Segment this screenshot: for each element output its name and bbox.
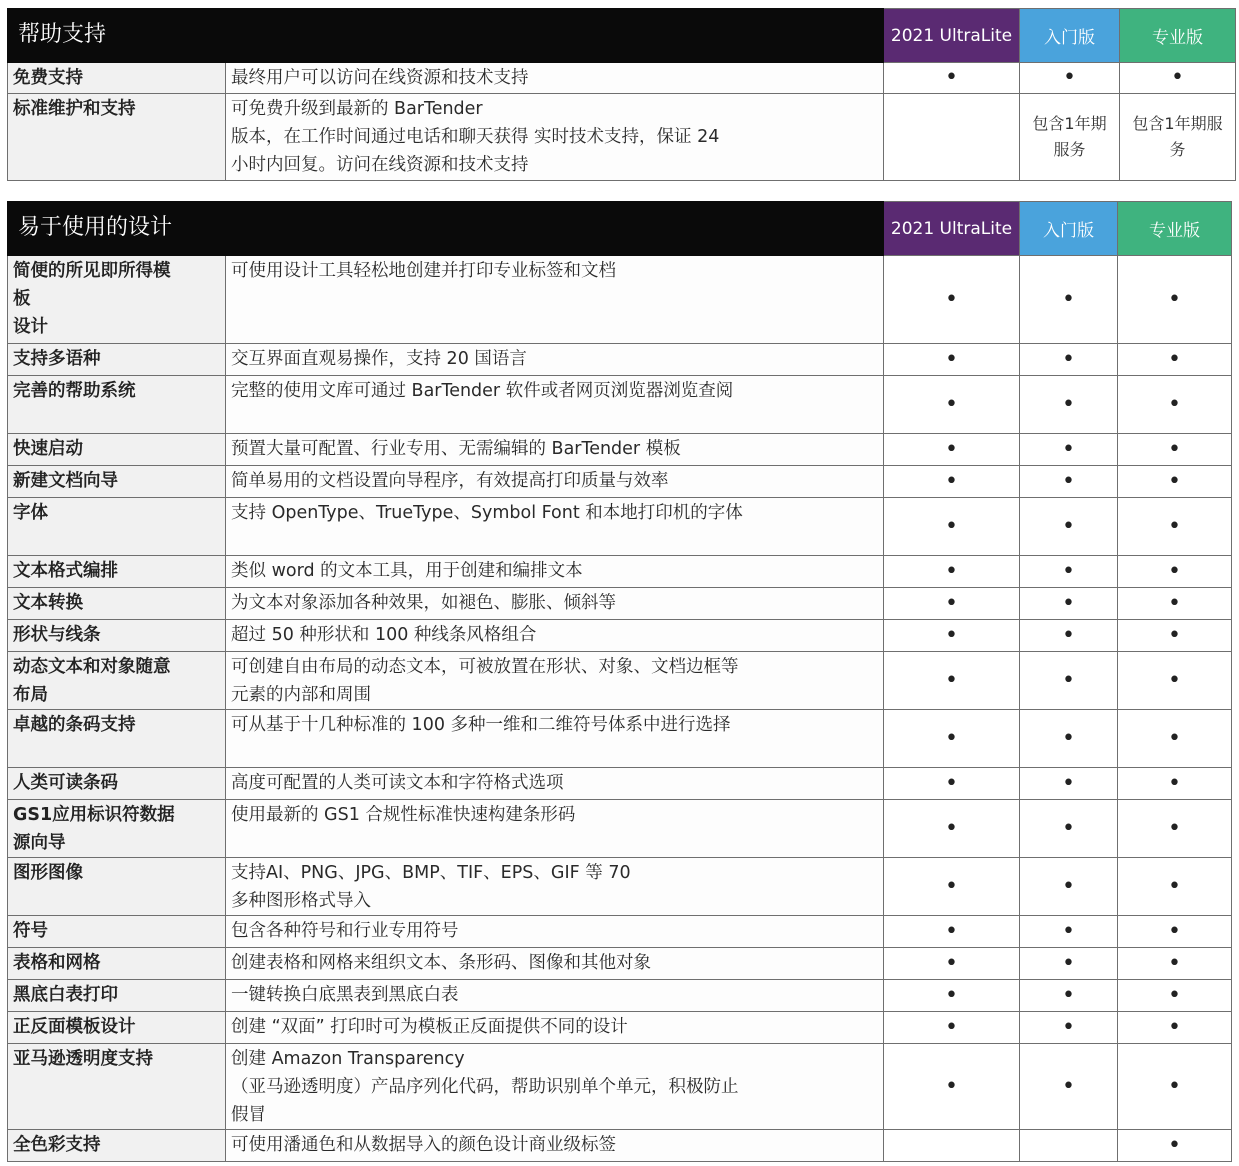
- availability-mark: •: [1118, 800, 1232, 858]
- feature-name: 表格和网格: [8, 948, 226, 980]
- availability-mark: [884, 1130, 1020, 1162]
- table-row: [8, 710, 1232, 768]
- availability-mark: •: [1118, 498, 1232, 556]
- availability-mark: •: [884, 916, 1020, 948]
- feature-description: 最终用户可以访问在线资源和技术支持: [226, 63, 884, 94]
- availability-mark: •: [884, 710, 1020, 768]
- table-row: [8, 620, 1232, 652]
- availability-mark: •: [884, 588, 1020, 620]
- service-note: 包含1年期 服务: [1020, 94, 1120, 181]
- table-row: [8, 1012, 1232, 1044]
- feature-name: 动态文本和对象随意 布局: [8, 652, 226, 710]
- table-row: [8, 94, 1236, 181]
- availability-mark: •: [1118, 376, 1232, 434]
- feature-name: 字体: [8, 498, 226, 556]
- availability-mark: •: [1020, 256, 1118, 344]
- availability-mark: •: [884, 556, 1020, 588]
- feature-description: 一键转换白底黑表到黑底白表: [226, 980, 884, 1012]
- availability-mark: •: [1020, 434, 1118, 466]
- table-row: [8, 588, 1232, 620]
- availability-mark: •: [1118, 256, 1232, 344]
- table-row: [8, 1130, 1232, 1162]
- table-row: [8, 800, 1232, 858]
- section-header-row: [8, 9, 1236, 63]
- table-row: [8, 466, 1232, 498]
- feature-name: 标准维护和支持: [8, 94, 226, 181]
- feature-name: 文本格式编排: [8, 556, 226, 588]
- feature-description: 为文本对象添加各种效果，如褪色、膨胀、倾斜等: [226, 588, 884, 620]
- availability-mark: •: [1118, 434, 1232, 466]
- table-row: [8, 556, 1232, 588]
- availability-mark: •: [1118, 466, 1232, 498]
- availability-mark: •: [884, 434, 1020, 466]
- feature-description: 类似 word 的文本工具，用于创建和编排文本: [226, 556, 884, 588]
- feature-name: 卓越的条码支持: [8, 710, 226, 768]
- availability-mark: •: [1020, 652, 1118, 710]
- feature-name: 文本转换: [8, 588, 226, 620]
- availability-mark: [1020, 1130, 1118, 1162]
- section-header-row: [8, 202, 1232, 256]
- feature-name: 亚马逊透明度支持: [8, 1044, 226, 1130]
- edition-header: 2021 UltraLite: [884, 9, 1020, 63]
- feature-name: 黑底白表打印: [8, 980, 226, 1012]
- feature-description: 包含各种符号和行业专用符号: [226, 916, 884, 948]
- table-row: [8, 344, 1232, 376]
- availability-mark: •: [1020, 466, 1118, 498]
- availability-mark: •: [884, 768, 1020, 800]
- feature-name: 正反面模板设计: [8, 1012, 226, 1044]
- availability-mark: •: [1118, 948, 1232, 980]
- availability-mark: •: [1118, 652, 1232, 710]
- table-row: [8, 768, 1232, 800]
- feature-description: 完整的使用文库可通过 BarTender 软件或者网页浏览器浏览查阅: [226, 376, 884, 434]
- easy-design-table: [7, 201, 1232, 1162]
- edition-header: 入门版: [1020, 9, 1120, 63]
- feature-name: 符号: [8, 916, 226, 948]
- availability-mark: •: [884, 858, 1020, 916]
- table-row: [8, 652, 1232, 710]
- table-row: [8, 858, 1232, 916]
- availability-mark: •: [884, 498, 1020, 556]
- feature-description: 超过 50 种形状和 100 种线条风格组合: [226, 620, 884, 652]
- availability-mark: •: [1020, 556, 1118, 588]
- feature-name: GS1应用标识符数据 源向导: [8, 800, 226, 858]
- availability-mark: •: [1020, 768, 1118, 800]
- table-row: [8, 434, 1232, 466]
- feature-name: 新建文档向导: [8, 466, 226, 498]
- edition-header: 专业版: [1120, 9, 1236, 63]
- availability-mark: •: [1020, 1012, 1118, 1044]
- edition-header: 2021 UltraLite: [884, 202, 1020, 256]
- availability-mark: •: [884, 948, 1020, 980]
- table-row: [8, 256, 1232, 344]
- availability-mark: •: [884, 256, 1020, 344]
- feature-description: 预置大量可配置、行业专用、无需编辑的 BarTender 模板: [226, 434, 884, 466]
- edition-header: 专业版: [1118, 202, 1232, 256]
- availability-mark: •: [884, 376, 1020, 434]
- availability-mark: •: [884, 1044, 1020, 1130]
- availability-mark: •: [884, 466, 1020, 498]
- availability-mark: •: [1020, 916, 1118, 948]
- availability-mark: •: [1118, 1044, 1232, 1130]
- availability-mark: •: [884, 620, 1020, 652]
- feature-description: 创建表格和网格来组织文本、条形码、图像和其他对象: [226, 948, 884, 980]
- availability-mark: •: [1118, 556, 1232, 588]
- feature-description: 创建 Amazon Transparency （亚马逊透明度）产品序列化代码，帮助识别单个单元，积极防止 假冒: [226, 1044, 884, 1130]
- availability-mark: [884, 94, 1020, 181]
- service-note: 包含1年期服 务: [1120, 94, 1236, 181]
- section-header-blank: [226, 9, 884, 63]
- feature-name: 形状与线条: [8, 620, 226, 652]
- availability-mark: •: [1118, 588, 1232, 620]
- table-row: [8, 980, 1232, 1012]
- feature-description: 创建 “双面” 打印时可为模板正反面提供不同的设计: [226, 1012, 884, 1044]
- availability-mark: •: [1020, 63, 1120, 94]
- availability-mark: •: [1020, 588, 1118, 620]
- feature-description: 交互界面直观易操作，支持 20 国语言: [226, 344, 884, 376]
- availability-mark: •: [1020, 948, 1118, 980]
- section-title: 帮助支持: [8, 9, 226, 63]
- feature-name: 支持多语种: [8, 344, 226, 376]
- availability-mark: •: [1118, 768, 1232, 800]
- availability-mark: •: [884, 652, 1020, 710]
- availability-mark: •: [884, 344, 1020, 376]
- table-row: [8, 376, 1232, 434]
- availability-mark: •: [1120, 63, 1236, 94]
- availability-mark: •: [884, 63, 1020, 94]
- feature-name: 免费支持: [8, 63, 226, 94]
- availability-mark: •: [1118, 980, 1232, 1012]
- availability-mark: •: [1020, 980, 1118, 1012]
- feature-name: 图形图像: [8, 858, 226, 916]
- feature-description: 可使用潘通色和从数据导入的颜色设计商业级标签: [226, 1130, 884, 1162]
- availability-mark: •: [884, 980, 1020, 1012]
- availability-mark: •: [1020, 344, 1118, 376]
- table-row: [8, 498, 1232, 556]
- feature-description: 使用最新的 GS1 合规性标准快速构建条形码: [226, 800, 884, 858]
- feature-name: 人类可读条码: [8, 768, 226, 800]
- availability-mark: •: [1118, 344, 1232, 376]
- feature-description: 支持 OpenType、TrueType、Symbol Font 和本地打印机的字体: [226, 498, 884, 556]
- table-row: [8, 1044, 1232, 1130]
- availability-mark: •: [1020, 800, 1118, 858]
- feature-description: 高度可配置的人类可读文本和字符格式选项: [226, 768, 884, 800]
- feature-description: 可创建自由布局的动态文本，可被放置在形状、对象、文档边框等 元素的内部和周围: [226, 652, 884, 710]
- feature-description: 可免费升级到最新的 BarTender 版本，在工作时间通过电话和聊天获得 实时技术支持，保证 24 小时内回复。访问在线资源和技术支持: [226, 94, 884, 181]
- availability-mark: •: [1118, 916, 1232, 948]
- availability-mark: •: [884, 1012, 1020, 1044]
- feature-name: 简便的所见即所得模 板 设计: [8, 256, 226, 344]
- availability-mark: •: [1020, 620, 1118, 652]
- feature-name: 完善的帮助系统: [8, 376, 226, 434]
- feature-name: 全色彩支持: [8, 1130, 226, 1162]
- feature-description: 可从基于十几种标准的 100 多种一维和二维符号体系中进行选择: [226, 710, 884, 768]
- availability-mark: •: [1118, 858, 1232, 916]
- feature-description: 简单易用的文档设置向导程序，有效提高打印质量与效率: [226, 466, 884, 498]
- availability-mark: •: [1118, 620, 1232, 652]
- availability-mark: •: [1020, 1044, 1118, 1130]
- availability-mark: •: [1020, 498, 1118, 556]
- edition-header: 入门版: [1020, 202, 1118, 256]
- section-title: 易于使用的设计: [8, 202, 226, 256]
- feature-description: 可使用设计工具轻松地创建并打印专业标签和文档: [226, 256, 884, 344]
- help-support-table: [7, 8, 1236, 181]
- availability-mark: •: [884, 800, 1020, 858]
- section-header-blank: [226, 202, 884, 256]
- feature-description: 支持AI、PNG、JPG、BMP、TIF、EPS、GIF 等 70 多种图形格式导入: [226, 858, 884, 916]
- table-row: [8, 63, 1236, 94]
- availability-mark: •: [1118, 710, 1232, 768]
- table-row: [8, 916, 1232, 948]
- availability-mark: •: [1118, 1012, 1232, 1044]
- table-row: [8, 948, 1232, 980]
- availability-mark: •: [1118, 1130, 1232, 1162]
- availability-mark: •: [1020, 858, 1118, 916]
- availability-mark: •: [1020, 376, 1118, 434]
- availability-mark: •: [1020, 710, 1118, 768]
- feature-name: 快速启动: [8, 434, 226, 466]
